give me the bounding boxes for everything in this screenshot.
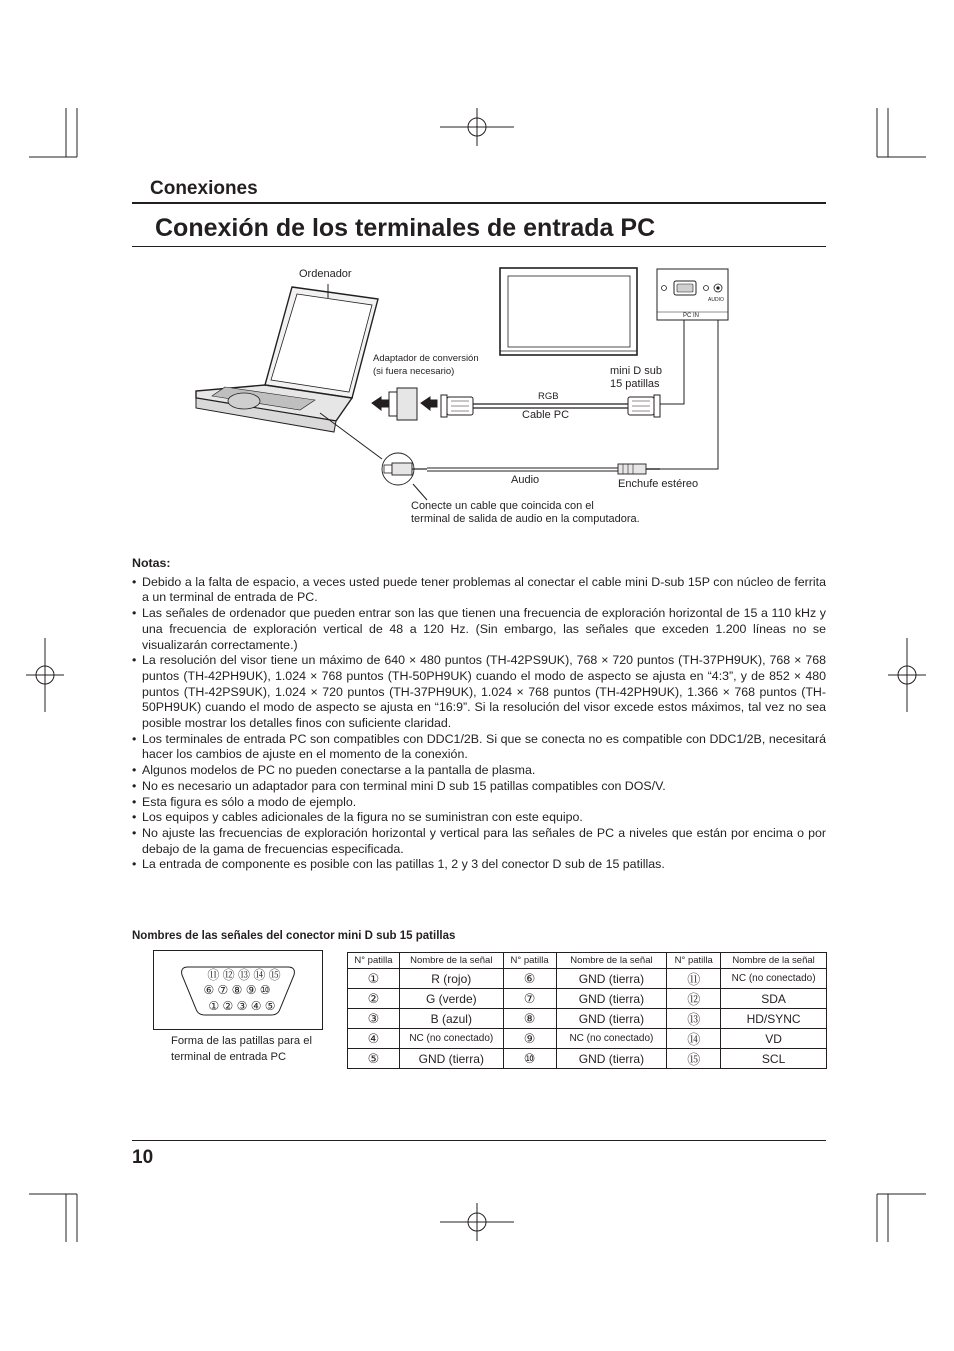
pin-number: ⑪: [667, 969, 721, 989]
list-item: • La entrada de componente es posible con las patillas 1, 2 y 3 del conector D sub de 15 patillas.: [132, 857, 665, 872]
list-item: • Los terminales de entrada PC son compatibles con DDC1/2B. Si que se conecta no es compatible con DDC1/2B, necesitará hacer los cambios de ajuste en el momento de la conexión.: [132, 731, 826, 762]
signal-name: HD/SYNC: [721, 1009, 827, 1029]
signal-name: NC (no conectado): [721, 969, 827, 989]
pin-number: ⑥: [503, 969, 556, 989]
signal-name: GND (tierra): [556, 1009, 667, 1029]
pin-number: ⑤: [348, 1049, 400, 1069]
connector-pin-row-1: ⑪ ⑫ ⑬ ⑭ ⑮: [207, 968, 281, 982]
table-header-row: [348, 953, 827, 969]
col-header-pin: N° patilla: [503, 953, 556, 969]
conversion-adapter: [372, 388, 437, 420]
col-header-name: Nombre de la señal: [721, 953, 827, 969]
laptop-illustration: [196, 287, 378, 432]
pin-number: ⑬: [667, 1009, 721, 1029]
list-item: • No ajuste las frecuencias de exploración horizontal y vertical para las señales de PC a niveles que están por encima o por debajo de la gama de frecuencias especificada.: [132, 825, 826, 856]
list-item: • Algunos modelos de PC no pueden conectarse a la pantalla de plasma.: [132, 763, 536, 778]
pins-heading: Nombres de las señales del conector mini D sub 15 patillas: [132, 930, 456, 942]
list-item: • No es necesario un adaptador para con terminal mini D sub 15 patillas compatibles con DOS/V.: [132, 778, 666, 793]
audio-note-line2: terminal de salida de audio en la computadora.: [411, 513, 640, 525]
pin-number: ③: [348, 1009, 400, 1029]
signal-name: SCL: [721, 1049, 827, 1069]
page-number: 10: [132, 1147, 154, 1168]
list-item: • Esta figura es sólo a modo de ejemplo.: [132, 794, 357, 809]
connector-figure: [153, 950, 323, 1030]
signal-name: SDA: [721, 989, 827, 1009]
signal-name: VD: [721, 1029, 827, 1049]
col-header-pin: N° patilla: [667, 953, 721, 969]
pin-number: ⑭: [667, 1029, 721, 1049]
table-row: [348, 1009, 827, 1029]
table-row: [348, 1029, 827, 1049]
notes-list: [132, 575, 826, 873]
signal-name: GND (tierra): [556, 989, 667, 1009]
stereo-plug-label: Enchufe estéreo: [618, 478, 699, 490]
pin-number: ⑮: [667, 1049, 721, 1069]
cable-label: Cable PC: [522, 409, 570, 421]
mini-dsub-label-line1: mini D sub: [610, 365, 662, 377]
connector-caption: Forma de las patillas para el terminal de entrada PC: [171, 1035, 312, 1063]
audio-note-line1: Conecte un cable que coincida con el: [411, 500, 594, 512]
list-item: • Las señales de ordenador que pueden entrar son las que tienen una frecuencia de exploración horizontal de 15 a 110 kHz y una frecuencia de exploración vertical de 48 a 120 Hz. (Sin embargo, las señales que exceden 1.200 líneas no se visualizarán correctamente.): [132, 606, 826, 652]
pin-number: ⑦: [503, 989, 556, 1009]
pin-number: ⑫: [667, 989, 721, 1009]
signal-name: R (rojo): [399, 969, 503, 989]
pin-number: ④: [348, 1029, 400, 1049]
col-header-pin: N° patilla: [348, 953, 400, 969]
section-title: Conexiones: [150, 178, 258, 199]
signal-name: B (azul): [399, 1009, 503, 1029]
page-title: Conexión de los terminales de entrada PC: [155, 214, 656, 242]
connector-pin-row-2: ⑥ ⑦ ⑧ ⑨ ⑩: [203, 983, 271, 997]
signal-name: GND (tierra): [399, 1049, 503, 1069]
adapter-label-line2: (si fuera necesario): [373, 366, 455, 377]
signal-name: GND (tierra): [556, 969, 667, 989]
col-header-name: Nombre de la señal: [399, 953, 503, 969]
list-item: • La resolución del visor tiene un máximo de 640 × 480 puntos (TH-42PS9UK), 768 × 720 puntos (TH-37PH9UK), 768 × 768 puntos (TH-42PH9UK), 1.024 × 768 puntos (TH-50PH9UK) cuando el modo de aspecto se ajusta en “4:3”, y de 852 × 480 puntos (TH-42PS9UK), 1.024 × 720 puntos (TH-37PH9UK), 1.024 × 768 puntos (TH-42PH9UK), 1.366 × 768 puntos (TH-50PH9UK) cuando el modo de aspecto se ajusta en “16:9”. Si la resolución del visor excede estos máximos, tal vez no sea posible mostrar los detalles finos con suficiente claridad.: [132, 653, 826, 731]
signal-name: GND (tierra): [556, 1049, 667, 1069]
pin-number: ②: [348, 989, 400, 1009]
notes-heading: Notas:: [132, 556, 171, 570]
audio-label: Audio: [511, 474, 540, 486]
signal-name: NC (no conectado): [556, 1029, 667, 1049]
rgb-label: RGB: [538, 391, 559, 402]
list-item: • Los equipos y cables adicionales de la figura no se suministran con este equipo.: [132, 810, 583, 825]
table-row: [348, 989, 827, 1009]
panel-pcin-label: PC IN: [683, 313, 700, 319]
connection-diagram: [0, 0, 954, 560]
footer-rule: [132, 1140, 826, 1141]
col-header-name: Nombre de la señal: [556, 953, 667, 969]
list-item: • Debido a la falta de espacio, a veces usted puede tener problemas al conectar el cable mini D-sub 15P con núcleo de ferrita a un terminal de entrada de PC.: [132, 574, 826, 605]
table-row: [348, 1049, 827, 1069]
signal-name: NC (no conectado): [399, 1029, 503, 1049]
pin-number: ⑨: [503, 1029, 556, 1049]
mini-dsub-label-line2: 15 patillas: [610, 378, 660, 390]
signal-name: G (verde): [399, 989, 503, 1009]
pin-signal-table: [347, 952, 827, 1069]
adapter-label-line1: Adaptador de conversión: [373, 353, 479, 364]
table-row: [348, 969, 827, 989]
plasma-display: [500, 268, 637, 355]
notes-section: [132, 556, 826, 873]
computer-label: Ordenador: [299, 268, 352, 280]
pin-number: ⑧: [503, 1009, 556, 1029]
connector-pin-row-3: ① ② ③ ④ ⑤: [208, 999, 276, 1013]
pin-number: ①: [348, 969, 400, 989]
panel-audio-label: AUDIO: [708, 297, 724, 303]
pin-number: ⑩: [503, 1049, 556, 1069]
